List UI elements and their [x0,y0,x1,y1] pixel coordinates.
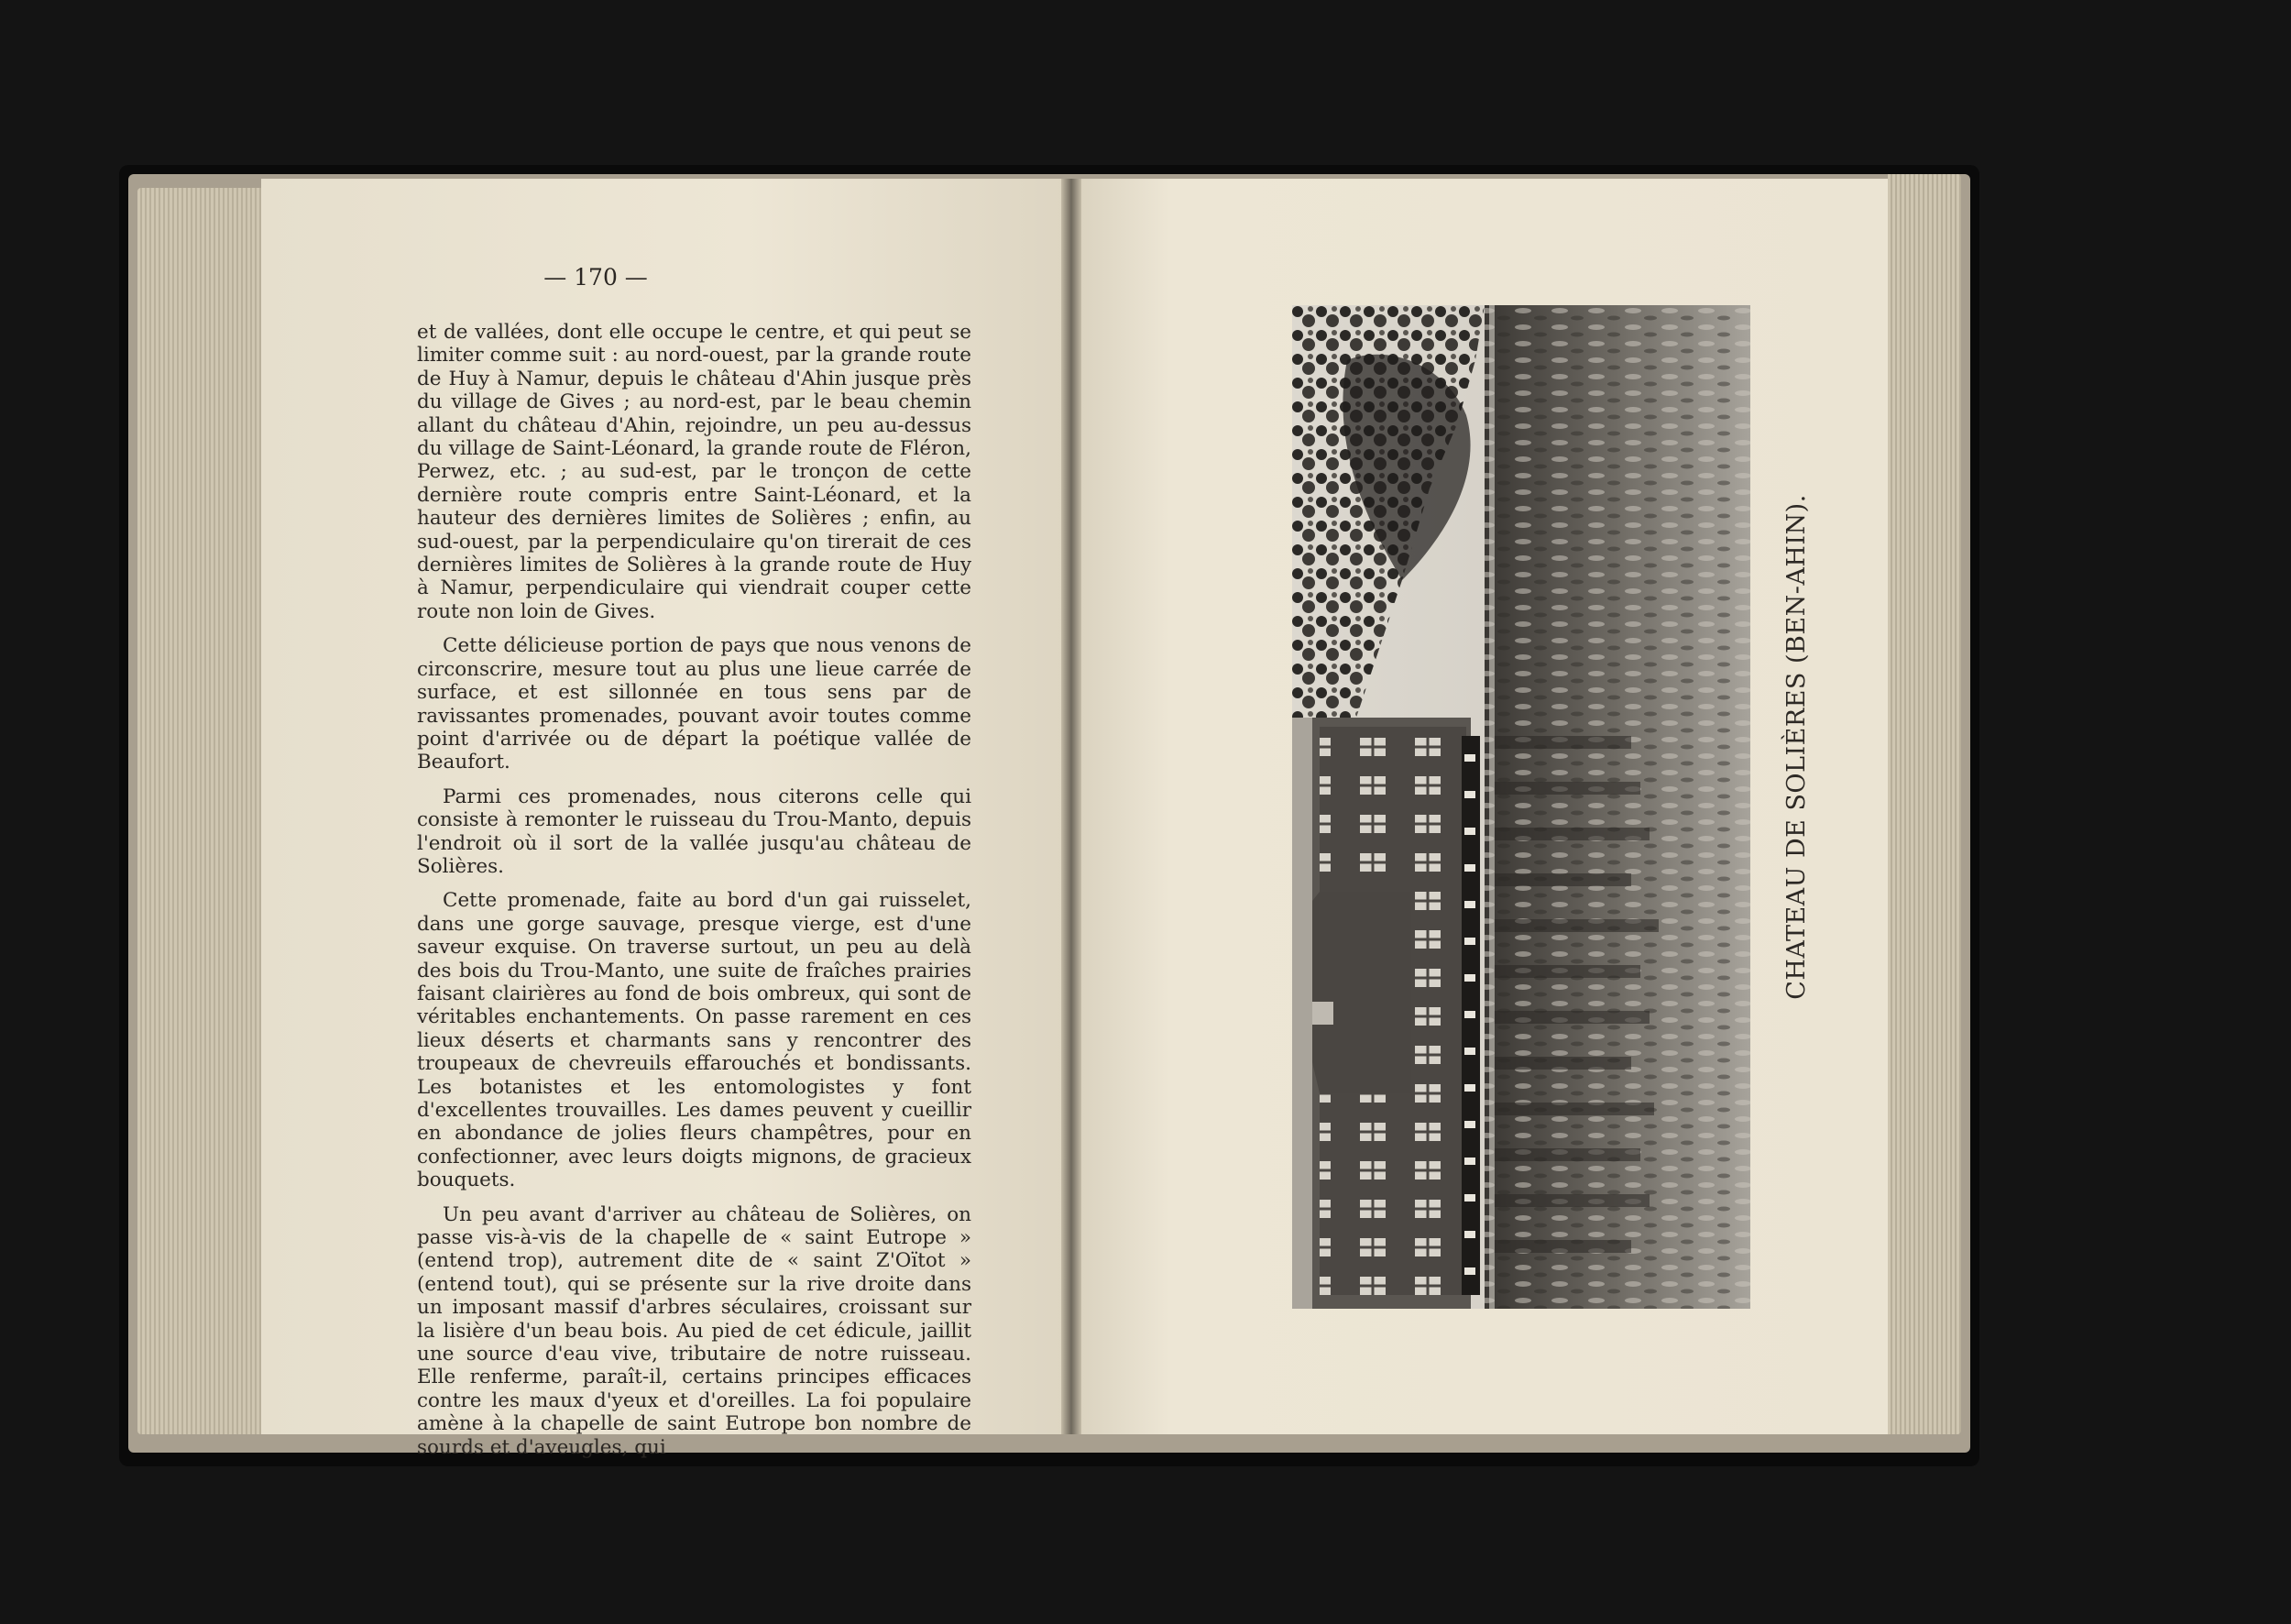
paragraph: et de vallées, dont elle occupe le centre, et qui peut se limiter comme suit : au nord-ouest, par la grande route de Huy à Namur, depuis le château d'Ahin jusque près du village de Gives ; au nord-est, par le beau chemin allant du château d'Ahin, rejoindre, un peu au-dessus du village de Saint-Léonard, la grande route de Fléron, Perwez, etc. ; au sud-est, par le tronçon de cette dernière route compris entre Saint-Léonard, et la hauteur des dernières limites de Solières ; enfin, au sud-ouest, par la perpendiculaire qu'on tirerait de ces dernières limites de Solières à la grande route de Huy à Namur, perpendiculaire qui viendrait couper cette route non loin de Gives. [417,321,971,623]
paragraph: Cette promenade, faite au bord d'un gai ruisselet, dans une gorge sauvage, presque vierge, est d'une saveur exquise. On traverse surtout, un peu au delà des bois du Trou-Manto, une suite de fraîches prairies faisant clairières au fond de bois ombreux, qui sont de véritables enchantements. On passe rarement en ces lieux déserts et charmants sans y rencontrer des troupeaux de chevreuils effarouchés et bondissants. Les botanistes et les entomologistes y font d'excellentes trouvailles. Les dames peuvent y cueillir en abondance de jolies fleurs champêtres, pour en confectionner, avec leurs doigts mignons, de gracieux bouquets. [417,889,971,1192]
body-text [417,321,971,1470]
chateau-photograph [1292,305,1750,1309]
paragraph: Un peu avant d'arriver au château de Solières, on passe vis-à-vis de la chapelle de « saint Eutrope » (entend trop), autrement dite de « saint Z'Oïtot » (entend tout), qui se présente sur la rive droite dans un imposant massif d'arbres séculaires, croissant sur la lisière d'un beau bois. Au pied de cet édicule, jaillit une source d'eau vive, tributaire de notre ruisseau. Elle renferme, paraît-il, certains principes efficaces contre les maux d'yeux et d'oreilles. La foi populaire amène à la chapelle de saint Eutrope bon nombre de sourds et d'aveugles, qui [417,1202,971,1459]
page-number: — 170 — [543,264,648,291]
book-gutter [1061,179,1081,1434]
left-page-edges [137,188,266,1434]
paragraph: Parmi ces promenades, nous citerons celle qui consiste à remonter le ruisseau du Trou-Manto, depuis l'endroit où il sort de la vallée jusqu'au château de Solières. [417,785,971,878]
photo-caption: CHATEAU DE SOLIÈRES (BEN-AHIN). [1782,494,1811,1000]
paragraph: Cette délicieuse portion de pays que nous venons de circonscrire, mesure tout au plus une lieue carrée de surface, et est sillonnée en tous sens par de ravissantes promenades, pouvant avoir toutes comme point d'arrivée ou de départ la poétique vallée de Beaufort. [417,634,971,774]
right-page-edges [1888,174,1961,1434]
